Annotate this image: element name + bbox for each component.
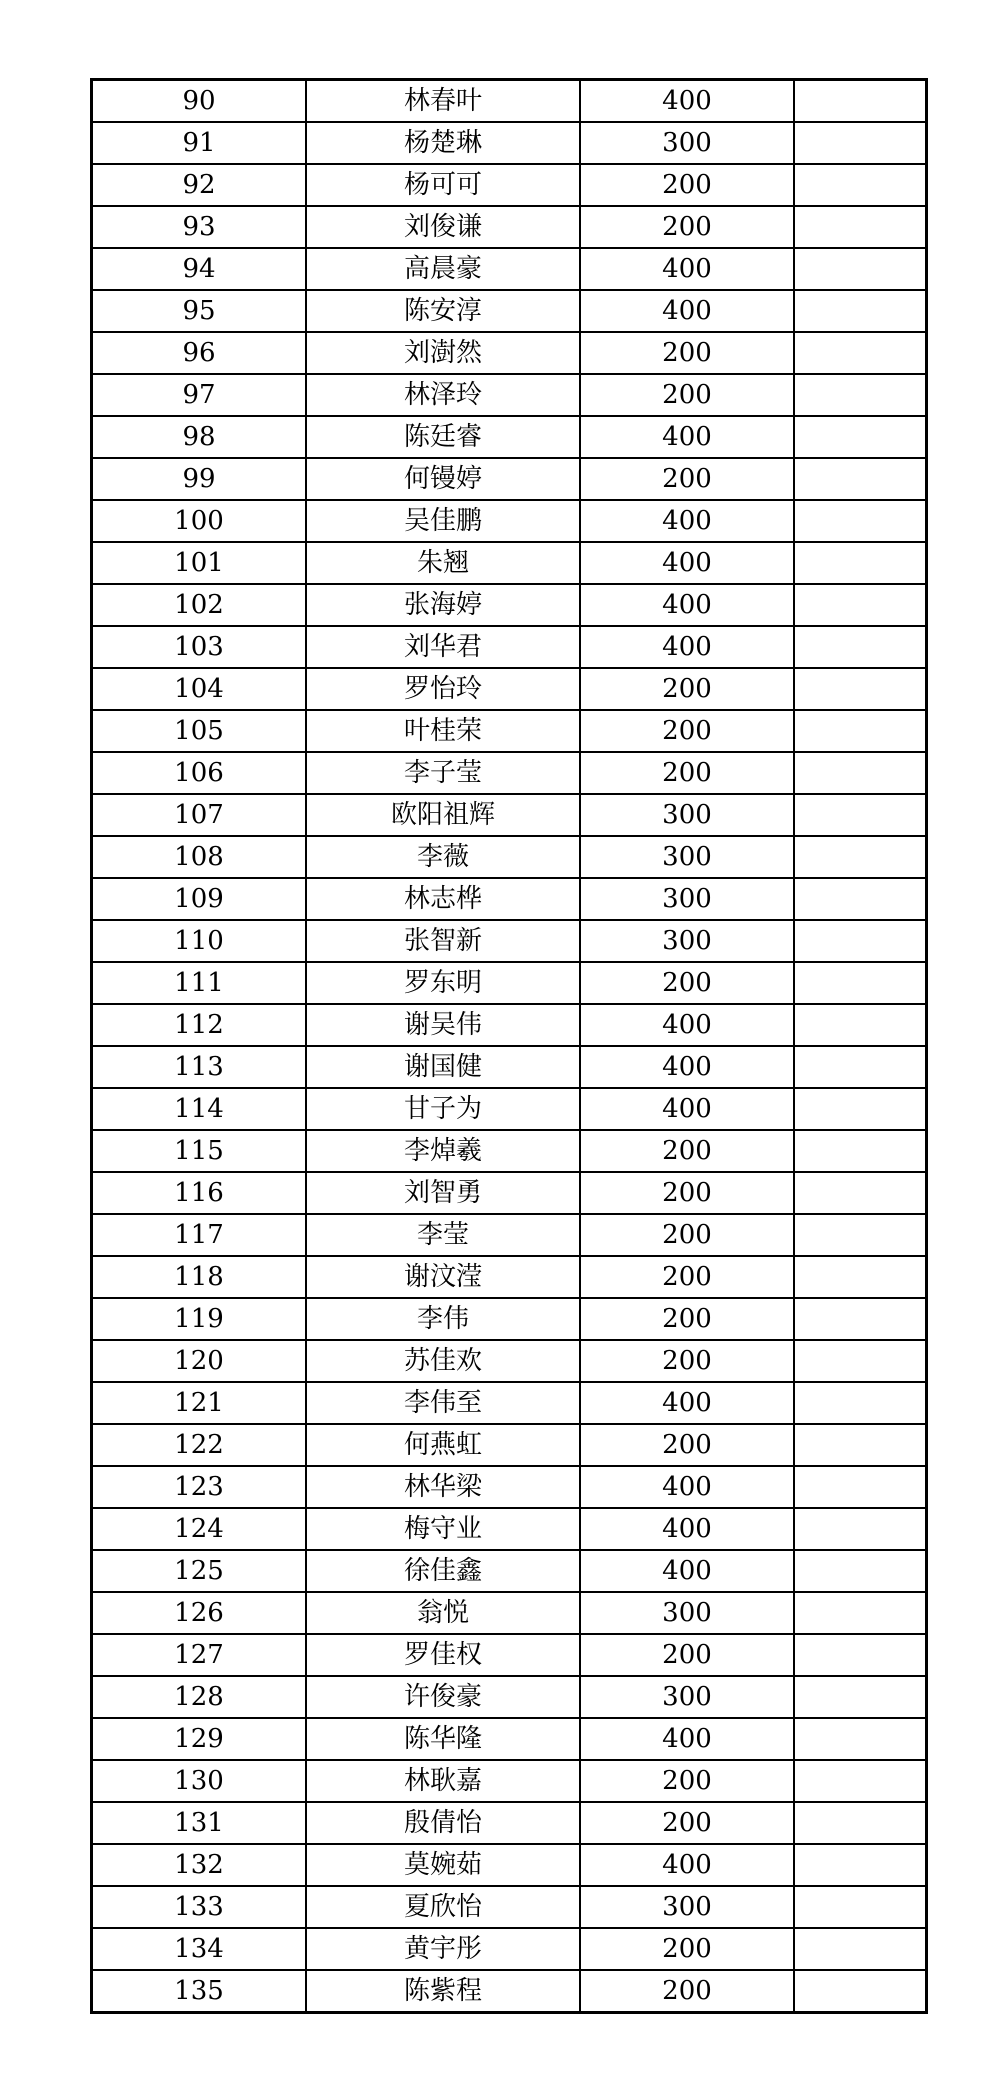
amount-cell: 200 (580, 752, 794, 794)
table-row (92, 1592, 927, 1634)
remark-cell (794, 458, 927, 500)
row-number-cell: 98 (92, 416, 307, 458)
name-cell: 高晨豪 (306, 248, 580, 290)
row-number-cell: 116 (92, 1172, 307, 1214)
amount-cell: 200 (580, 1340, 794, 1382)
row-number-cell: 95 (92, 290, 307, 332)
remark-cell (794, 1634, 927, 1676)
row-number-cell: 127 (92, 1634, 307, 1676)
name-cell: 杨可可 (306, 164, 580, 206)
row-number-cell: 133 (92, 1886, 307, 1928)
row-number-cell: 129 (92, 1718, 307, 1760)
row-number-cell: 101 (92, 542, 307, 584)
table-row (92, 1508, 927, 1550)
remark-cell (794, 1172, 927, 1214)
row-number-cell: 111 (92, 962, 307, 1004)
table-row (92, 542, 927, 584)
name-cell: 谢吴伟 (306, 1004, 580, 1046)
amount-cell: 200 (580, 332, 794, 374)
amount-cell: 200 (580, 206, 794, 248)
name-cell: 李伟 (306, 1298, 580, 1340)
name-cell: 张智新 (306, 920, 580, 962)
row-number-cell: 99 (92, 458, 307, 500)
name-cell: 陈安淳 (306, 290, 580, 332)
table-row (92, 752, 927, 794)
table-row (92, 1004, 927, 1046)
row-number-cell: 106 (92, 752, 307, 794)
remark-cell (794, 584, 927, 626)
remark-cell (794, 1004, 927, 1046)
amount-cell: 400 (580, 1718, 794, 1760)
row-number-cell: 115 (92, 1130, 307, 1172)
amount-cell: 400 (580, 584, 794, 626)
table-row (92, 794, 927, 836)
remark-cell (794, 668, 927, 710)
remark-cell (794, 542, 927, 584)
row-number-cell: 114 (92, 1088, 307, 1130)
remark-cell (794, 1382, 927, 1424)
amount-cell: 400 (580, 626, 794, 668)
amount-cell: 200 (580, 1424, 794, 1466)
amount-cell: 200 (580, 668, 794, 710)
amount-cell: 400 (580, 1046, 794, 1088)
name-cell: 莫婉茹 (306, 1844, 580, 1886)
table-row (92, 206, 927, 248)
row-number-cell: 135 (92, 1970, 307, 2013)
remark-cell (794, 1130, 927, 1172)
remark-cell (794, 1508, 927, 1550)
table-row (92, 290, 927, 332)
remark-cell (794, 710, 927, 752)
amount-cell: 400 (580, 1466, 794, 1508)
row-number-cell: 112 (92, 1004, 307, 1046)
remark-cell (794, 1214, 927, 1256)
table-row (92, 1676, 927, 1718)
amount-cell: 400 (580, 248, 794, 290)
row-number-cell: 110 (92, 920, 307, 962)
name-cell: 吴佳鹏 (306, 500, 580, 542)
amount-cell: 200 (580, 1928, 794, 1970)
amount-cell: 200 (580, 1172, 794, 1214)
row-number-cell: 117 (92, 1214, 307, 1256)
name-cell: 夏欣怡 (306, 1886, 580, 1928)
table-row (92, 1844, 927, 1886)
row-number-cell: 126 (92, 1592, 307, 1634)
name-cell: 林华梁 (306, 1466, 580, 1508)
amount-cell: 300 (580, 1886, 794, 1928)
table-row (92, 1046, 927, 1088)
row-number-cell: 108 (92, 836, 307, 878)
table-row (92, 1550, 927, 1592)
row-number-cell: 134 (92, 1928, 307, 1970)
name-cell: 李薇 (306, 836, 580, 878)
amount-cell: 400 (580, 416, 794, 458)
amount-cell: 400 (580, 290, 794, 332)
row-number-cell: 130 (92, 1760, 307, 1802)
remark-cell (794, 1298, 927, 1340)
row-number-cell: 103 (92, 626, 307, 668)
table-row (92, 1886, 927, 1928)
name-cell: 何镘婷 (306, 458, 580, 500)
amount-cell: 200 (580, 1760, 794, 1802)
table-row (92, 1088, 927, 1130)
name-cell: 罗怡玲 (306, 668, 580, 710)
remark-cell (794, 1718, 927, 1760)
amount-cell: 300 (580, 1592, 794, 1634)
remark-cell (794, 1592, 927, 1634)
amount-cell: 300 (580, 794, 794, 836)
remark-cell (794, 1256, 927, 1298)
name-cell: 刘俊谦 (306, 206, 580, 248)
row-number-cell: 113 (92, 1046, 307, 1088)
remark-cell (794, 248, 927, 290)
remark-cell (794, 80, 927, 123)
remark-cell (794, 1424, 927, 1466)
amount-cell: 200 (580, 1256, 794, 1298)
remark-cell (794, 1928, 927, 1970)
table-row (92, 248, 927, 290)
name-cell: 叶桂荣 (306, 710, 580, 752)
table-row (92, 122, 927, 164)
row-number-cell: 105 (92, 710, 307, 752)
row-number-cell: 91 (92, 122, 307, 164)
remark-cell (794, 1844, 927, 1886)
row-number-cell: 118 (92, 1256, 307, 1298)
amount-cell: 400 (580, 542, 794, 584)
amount-cell: 200 (580, 1298, 794, 1340)
name-cell: 刘华君 (306, 626, 580, 668)
table-row (92, 1970, 927, 2013)
name-cell: 林耿嘉 (306, 1760, 580, 1802)
remark-cell (794, 1466, 927, 1508)
name-cell: 何燕虹 (306, 1424, 580, 1466)
remark-cell (794, 164, 927, 206)
name-cell: 黄宇彤 (306, 1928, 580, 1970)
table-row (92, 1382, 927, 1424)
table-row (92, 1760, 927, 1802)
remark-cell (794, 332, 927, 374)
table-row (92, 710, 927, 752)
amount-cell: 200 (580, 1214, 794, 1256)
remark-cell (794, 1676, 927, 1718)
name-cell: 李子莹 (306, 752, 580, 794)
remark-cell (794, 1886, 927, 1928)
name-cell: 刘澍然 (306, 332, 580, 374)
name-cell: 许俊豪 (306, 1676, 580, 1718)
remark-cell (794, 962, 927, 1004)
name-cell: 谢国健 (306, 1046, 580, 1088)
remark-cell (794, 122, 927, 164)
amount-cell: 200 (580, 458, 794, 500)
name-cell: 罗东明 (306, 962, 580, 1004)
amount-cell: 400 (580, 500, 794, 542)
amount-cell: 400 (580, 1382, 794, 1424)
remark-cell (794, 878, 927, 920)
table-row (92, 626, 927, 668)
table-row (92, 836, 927, 878)
remark-cell (794, 374, 927, 416)
name-cell: 张海婷 (306, 584, 580, 626)
remark-cell (794, 416, 927, 458)
amount-cell: 200 (580, 1802, 794, 1844)
table-row (92, 962, 927, 1004)
amount-cell: 400 (580, 1004, 794, 1046)
name-cell: 陈华隆 (306, 1718, 580, 1760)
table-row (92, 80, 927, 123)
name-cell: 李焯羲 (306, 1130, 580, 1172)
remark-cell (794, 920, 927, 962)
row-number-cell: 102 (92, 584, 307, 626)
row-number-cell: 120 (92, 1340, 307, 1382)
amount-cell: 300 (580, 878, 794, 920)
table-row (92, 1340, 927, 1382)
row-number-cell: 92 (92, 164, 307, 206)
table-row (92, 1634, 927, 1676)
table-row (92, 1466, 927, 1508)
row-number-cell: 96 (92, 332, 307, 374)
row-number-cell: 125 (92, 1550, 307, 1592)
amount-cell: 200 (580, 374, 794, 416)
name-cell: 林春叶 (306, 80, 580, 123)
name-cell: 梅守业 (306, 1508, 580, 1550)
name-cell: 殷倩怡 (306, 1802, 580, 1844)
name-cell: 苏佳欢 (306, 1340, 580, 1382)
name-cell: 徐佳鑫 (306, 1550, 580, 1592)
row-number-cell: 90 (92, 80, 307, 123)
amount-cell: 300 (580, 836, 794, 878)
name-cell: 李莹 (306, 1214, 580, 1256)
amount-cell: 200 (580, 164, 794, 206)
table-row (92, 458, 927, 500)
table-row (92, 374, 927, 416)
row-number-cell: 94 (92, 248, 307, 290)
row-number-cell: 93 (92, 206, 307, 248)
row-number-cell: 128 (92, 1676, 307, 1718)
table-row (92, 1424, 927, 1466)
name-cell: 欧阳祖辉 (306, 794, 580, 836)
table-row (92, 1718, 927, 1760)
amount-cell: 400 (580, 1088, 794, 1130)
name-cell: 谢汶滢 (306, 1256, 580, 1298)
name-cell: 罗佳权 (306, 1634, 580, 1676)
row-number-cell: 123 (92, 1466, 307, 1508)
name-cell: 刘智勇 (306, 1172, 580, 1214)
row-number-cell: 119 (92, 1298, 307, 1340)
name-cell: 林泽玲 (306, 374, 580, 416)
name-cell: 林志桦 (306, 878, 580, 920)
table-row (92, 1298, 927, 1340)
table-row (92, 1172, 927, 1214)
table-row (92, 878, 927, 920)
remark-cell (794, 1802, 927, 1844)
row-number-cell: 131 (92, 1802, 307, 1844)
remark-cell (794, 290, 927, 332)
table-row (92, 1214, 927, 1256)
table-row (92, 500, 927, 542)
amount-cell: 300 (580, 1676, 794, 1718)
amount-cell: 400 (580, 80, 794, 123)
roster-table (90, 78, 928, 2014)
amount-cell: 200 (580, 1970, 794, 2013)
table-row (92, 332, 927, 374)
remark-cell (794, 1088, 927, 1130)
row-number-cell: 100 (92, 500, 307, 542)
row-number-cell: 109 (92, 878, 307, 920)
row-number-cell: 97 (92, 374, 307, 416)
amount-cell: 200 (580, 710, 794, 752)
row-number-cell: 124 (92, 1508, 307, 1550)
name-cell: 杨楚琳 (306, 122, 580, 164)
remark-cell (794, 1046, 927, 1088)
table-row (92, 1130, 927, 1172)
amount-cell: 300 (580, 122, 794, 164)
remark-cell (794, 206, 927, 248)
roster-table-body (92, 80, 927, 2013)
amount-cell: 300 (580, 920, 794, 962)
table-row (92, 416, 927, 458)
row-number-cell: 121 (92, 1382, 307, 1424)
amount-cell: 400 (580, 1508, 794, 1550)
name-cell: 李伟至 (306, 1382, 580, 1424)
remark-cell (794, 1340, 927, 1382)
remark-cell (794, 1970, 927, 2013)
table-row (92, 1256, 927, 1298)
table-row (92, 668, 927, 710)
remark-cell (794, 1760, 927, 1802)
row-number-cell: 104 (92, 668, 307, 710)
name-cell: 翁悦 (306, 1592, 580, 1634)
remark-cell (794, 752, 927, 794)
amount-cell: 200 (580, 1130, 794, 1172)
row-number-cell: 132 (92, 1844, 307, 1886)
row-number-cell: 122 (92, 1424, 307, 1466)
remark-cell (794, 1550, 927, 1592)
table-row (92, 1928, 927, 1970)
remark-cell (794, 626, 927, 668)
name-cell: 甘子为 (306, 1088, 580, 1130)
amount-cell: 400 (580, 1550, 794, 1592)
row-number-cell: 107 (92, 794, 307, 836)
name-cell: 朱翘 (306, 542, 580, 584)
name-cell: 陈紫程 (306, 1970, 580, 2013)
table-row (92, 164, 927, 206)
name-cell: 陈廷睿 (306, 416, 580, 458)
table-row (92, 584, 927, 626)
amount-cell: 400 (580, 1844, 794, 1886)
remark-cell (794, 836, 927, 878)
amount-cell: 200 (580, 1634, 794, 1676)
remark-cell (794, 794, 927, 836)
amount-cell: 200 (580, 962, 794, 1004)
table-row (92, 920, 927, 962)
remark-cell (794, 500, 927, 542)
table-row (92, 1802, 927, 1844)
